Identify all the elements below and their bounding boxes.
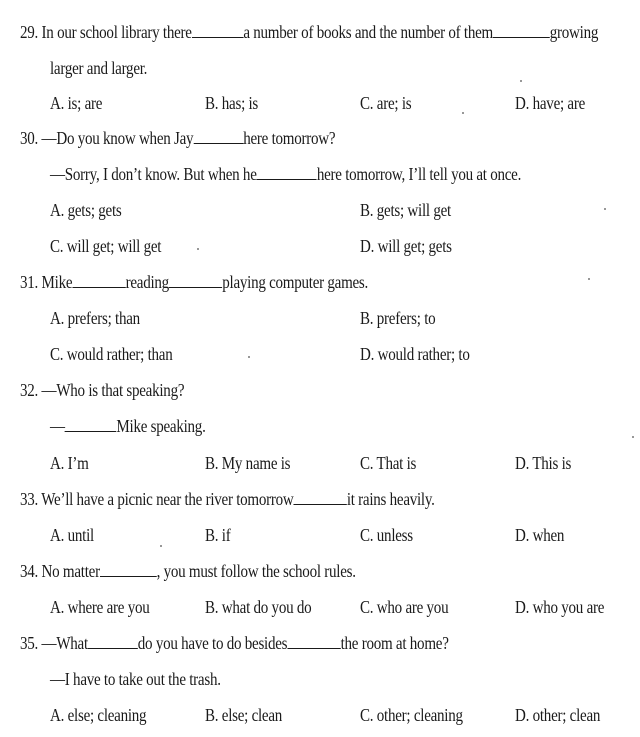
option-a: A. where are you (50, 597, 150, 617)
answer-blank (72, 272, 125, 288)
question-35-line-1 (20, 633, 449, 653)
question-text: Mike speaking. (116, 416, 206, 436)
answer-blank (169, 272, 222, 288)
answer-blank (493, 22, 550, 38)
question-text: —Sorry, I don’t know. But when he (50, 164, 257, 184)
option-a: A. is; are (50, 93, 103, 113)
option-d: D. This is (515, 453, 572, 473)
option-a: A. gets; gets (50, 200, 122, 220)
question-text: a number of books and the number of them (243, 22, 493, 42)
option-a: A. until (50, 525, 94, 545)
option-a: A. else; cleaning (50, 705, 147, 725)
question-29-line-2 (50, 58, 147, 78)
answer-blank (88, 633, 138, 649)
option-b: B. gets; will get (360, 200, 451, 220)
option-d: D. who you are (515, 597, 605, 617)
answer-blank (257, 164, 317, 180)
answer-blank (293, 489, 346, 505)
scan-speck (604, 208, 606, 210)
question-number: 30. (20, 128, 39, 148)
scan-speck (197, 248, 199, 250)
question-29-line-1 (20, 22, 598, 42)
question-text: larger and larger. (50, 58, 148, 78)
scan-speck (160, 545, 162, 547)
scan-speck (632, 436, 634, 438)
option-d: D. other; clean (515, 705, 601, 725)
question-number: 34. (20, 561, 39, 581)
option-d: D. would rather; to (360, 344, 470, 364)
scan-speck (520, 80, 522, 82)
option-c: C. unless (360, 525, 413, 545)
question-30-line-2 (50, 164, 521, 184)
question-31-line-1 (20, 272, 368, 292)
option-c: C. are; is (360, 93, 412, 113)
question-number: 35. (20, 633, 39, 653)
question-text: , you must follow the school rules. (156, 561, 356, 581)
scan-speck (462, 112, 464, 114)
option-c: C. who are you (360, 597, 449, 617)
option-c: C. other; cleaning (360, 705, 463, 725)
question-text: here tomorrow? (243, 128, 336, 148)
option-a: A. I’m (50, 453, 89, 473)
question-text: here tomorrow, I’ll tell you at once. (316, 164, 522, 184)
question-32-line-2 (50, 416, 206, 436)
option-b: B. if (205, 525, 231, 545)
question-32-line-1 (20, 380, 184, 400)
question-text: —What (41, 633, 88, 653)
question-text: — (50, 416, 65, 436)
question-text: —Do you know when Jay (41, 128, 194, 148)
answer-blank (193, 128, 243, 144)
option-d: D. when (515, 525, 565, 545)
question-text: —I have to take out the trash. (50, 669, 221, 689)
question-35-line-2 (50, 669, 221, 689)
question-text: We’ll have a picnic near the river tomorrow (41, 489, 294, 509)
option-b: B. what do you do (205, 597, 312, 617)
question-number: 33. (20, 489, 39, 509)
option-c: C. That is (360, 453, 417, 473)
question-text: playing computer games. (222, 272, 369, 292)
question-text: —Who is that speaking? (41, 380, 185, 400)
option-c: C. would rather; than (50, 344, 173, 364)
option-a: A. prefers; than (50, 308, 140, 328)
option-b: B. My name is (205, 453, 291, 473)
option-d: D. will get; gets (360, 236, 452, 256)
question-30-line-1 (20, 128, 335, 148)
answer-blank (65, 416, 117, 432)
answer-blank (100, 561, 157, 577)
scan-speck (248, 356, 250, 358)
answer-blank (287, 633, 340, 649)
question-number: 31. (20, 272, 39, 292)
option-d: D. have; are (515, 93, 586, 113)
question-text: reading (125, 272, 169, 292)
scan-speck (588, 278, 590, 280)
question-text: it rains heavily. (346, 489, 435, 509)
option-b: B. has; is (205, 93, 259, 113)
question-33-line-1 (20, 489, 435, 509)
question-text: Mike (41, 272, 73, 292)
question-text: do you have to do besides (137, 633, 288, 653)
option-c: C. will get; will get (50, 236, 162, 256)
question-text: In our school library there (41, 22, 192, 42)
question-34-line-1 (20, 561, 356, 581)
option-b: B. prefers; to (360, 308, 436, 328)
question-number: 32. (20, 380, 39, 400)
question-text: the room at home? (340, 633, 449, 653)
question-text: No matter (41, 561, 100, 581)
answer-blank (192, 22, 244, 38)
question-text: growing (549, 22, 599, 42)
option-b: B. else; clean (205, 705, 283, 725)
question-number: 29. (20, 22, 39, 42)
